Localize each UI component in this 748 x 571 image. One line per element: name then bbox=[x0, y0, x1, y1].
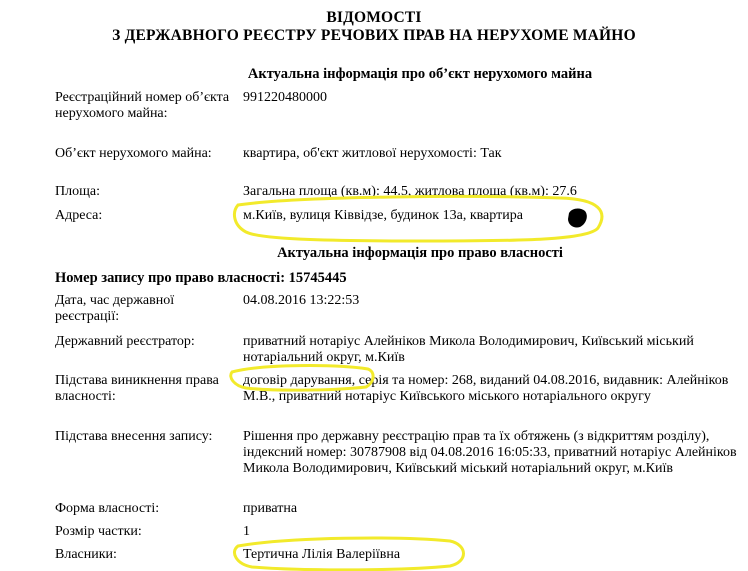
doc-title-line1: ВІДОМОСТІ bbox=[326, 9, 422, 26]
object-type-value: квартира, об'єкт житлової нерухомості: Так bbox=[243, 146, 502, 161]
ownership-form-label: Форма власності: bbox=[55, 501, 160, 516]
entry-basis-label: Підстава внесення запису: bbox=[55, 429, 213, 444]
object-section-heading: Актуальна інформація про об’єкт нерухомого майна bbox=[247, 66, 593, 82]
entry-basis-value: Рішення про державну реєстрацію прав та їх обтяжень (з відкриттям розділу), індексний номер: 30787908 від 04.08.2016 16:05:33, приватний нотаріус Алейніков Микола Володимирович, Київський міський нотаріальний округ, м.Київ bbox=[243, 429, 737, 476]
object-type-label: Об’єкт нерухомого майна: bbox=[55, 146, 212, 161]
reg-number-value: 991220480000 bbox=[243, 90, 327, 105]
registrar-label: Державний реєстратор: bbox=[55, 334, 195, 349]
ownership-form-value: приватна bbox=[243, 501, 298, 516]
address-value: м.Київ, вулиця Ківвідзе, будинок 13а, квартира bbox=[243, 208, 523, 223]
share-value: 1 bbox=[243, 524, 250, 539]
ownership-basis-label: Підстава виникнення права власності: bbox=[55, 373, 219, 404]
area-value: Загальна площа (кв.м): 44.5, житлова площа (кв.м): 27.6 bbox=[243, 184, 577, 199]
share-label: Розмір частки: bbox=[55, 524, 142, 539]
owners-label: Власники: bbox=[55, 547, 117, 562]
doc-title-line2: З ДЕРЖАВНОГО РЕЄСТРУ РЕЧОВИХ ПРАВ НА НЕРУХОМЕ МАЙНО bbox=[112, 27, 636, 44]
ownership-basis-value: договір дарування, серія та номер: 268, виданий 04.08.2016, видавник: Алейніков М.В., приватний нотаріус Київського міського нотаріального округу bbox=[243, 373, 729, 404]
reg-number-label: Реєстраційний номер об’єкта нерухомого майна: bbox=[55, 90, 230, 121]
owners-value: Тертична Лілія Валеріївна bbox=[243, 547, 401, 562]
address-label: Адреса: bbox=[55, 208, 103, 223]
reg-date-value: 04.08.2016 13:22:53 bbox=[243, 293, 360, 308]
record-number: Номер запису про право власності: 15745445 bbox=[55, 270, 347, 286]
rights-section-heading: Актуальна інформація про право власності bbox=[277, 245, 563, 261]
registrar-value: приватний нотаріус Алейніков Микола Володимирович, Київський міський нотаріальний округ, м.Київ bbox=[243, 334, 694, 365]
area-label: Площа: bbox=[55, 184, 100, 199]
reg-date-label: Дата, час державної реєстрації: bbox=[55, 293, 175, 324]
